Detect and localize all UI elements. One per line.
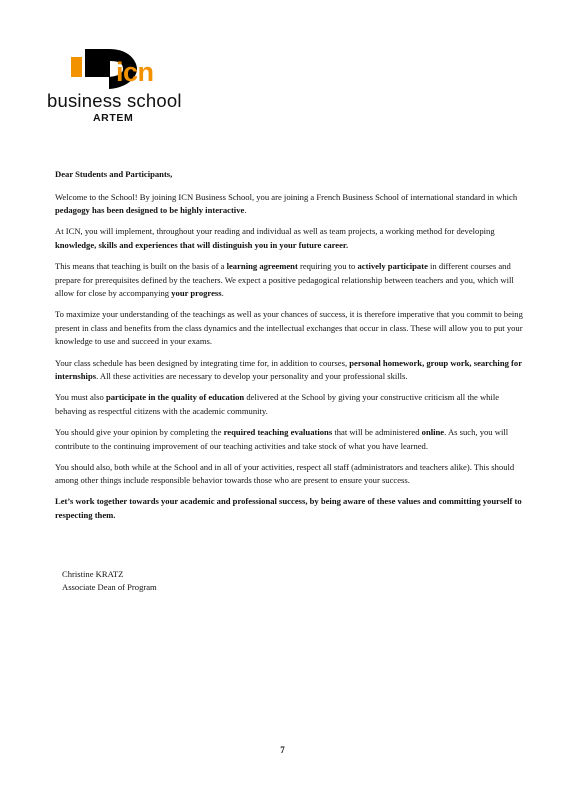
p5-text-1: Your class schedule has been designed by integrating time for, in addition to courses, (55, 357, 350, 368)
p6-text-1: You must also (55, 392, 106, 403)
p6-bold-1: participate in the quality of education (105, 392, 245, 403)
paragraph-welcome (55, 191, 525, 218)
p3-text-4: . (221, 288, 224, 299)
p2-bold-1: knowledge, skills and experiences that will distinguish you in your future career. (55, 239, 349, 250)
logo-artem-text: ARTEM (93, 112, 134, 124)
p3-text-3: in different courses and prepare for prerequisites defined by the teachers. We expect a positive pedagogical relationship between teachers and you, which will allow for close by accompanying (55, 260, 514, 299)
paragraph-schedule (55, 357, 525, 384)
p5-bold-1: personal homework, group work, searching for internships (55, 357, 522, 382)
paragraph-evaluations (55, 426, 525, 453)
salutation: Dear Students and Participants, (55, 169, 173, 179)
p1-bold-1: pedagogy has been designed to be highly interactive (55, 205, 245, 216)
p6-text-2: delivered at the School by giving your constructive criticism all the while behaving as respectful citizens with the academic community. (55, 392, 500, 416)
paragraph-learning-agreement (55, 260, 525, 301)
p1-text-2: . (244, 205, 247, 216)
paragraph-closing: Let’s work together towards your academic and professional success, by being aware of these values and committing yourself to respecting them. (55, 496, 522, 520)
paragraph-respect: You should also, both while at the School and in all of your activities, respect all staff (administrators and teachers alike). This should among other things include responsible behavior towards those who are present to ensure your success. (55, 461, 515, 486)
p7-bold-2: online (421, 426, 445, 437)
icn-logo (44, 49, 184, 129)
paragraph-method (55, 225, 525, 252)
p3-bold-3: your progress (171, 288, 222, 299)
logo-square-black (85, 49, 110, 77)
welcome-letter (55, 168, 525, 530)
page-number: 7 (280, 745, 285, 755)
logo-business-school-text: business school (47, 90, 182, 111)
p5-text-2: . All these activities are necessary to develop your personality and your professional skills. (96, 371, 408, 382)
p3-text-2: requiring you to (297, 260, 358, 271)
p7-text-1: You should give your opinion by completing the (55, 426, 224, 437)
p3-bold-1: learning agreement (226, 260, 298, 271)
paragraph-attendance: To maximize your understanding of the teachings as well as your chances of success, it is therefore imperative that you commit to being present in class and benefits from the class dynamics and the intellectual exchanges that occur in class. These will allow you to put your knowledge to use and succeed in your exams. (55, 309, 523, 347)
p7-text-2: that will be administered (332, 426, 422, 437)
signature-name: Christine KRATZ (62, 569, 124, 579)
signature-block (62, 568, 157, 594)
logo-icn-text: icn (116, 57, 154, 87)
p3-bold-2: actively participate (357, 260, 428, 271)
paragraph-quality (55, 391, 525, 418)
logo-square-small (71, 57, 82, 77)
signature-title: Associate Dean of Program (62, 581, 157, 592)
p1-text-1: Welcome to the School! By joining ICN Business School, you are joining a French Business School of international standard in which (55, 191, 518, 202)
p7-text-3: . As such, you will contribute to the continuing improvement of our teaching activities and take stock of what you have learned. (55, 426, 509, 451)
p3-text-1: This means that teaching is built on the basis of a (55, 260, 227, 271)
p2-text-1: At ICN, you will implement, throughout your reading and individual as well as team projects, a working method for developing (55, 226, 495, 237)
p7-bold-1: required teaching evaluations (223, 426, 333, 437)
